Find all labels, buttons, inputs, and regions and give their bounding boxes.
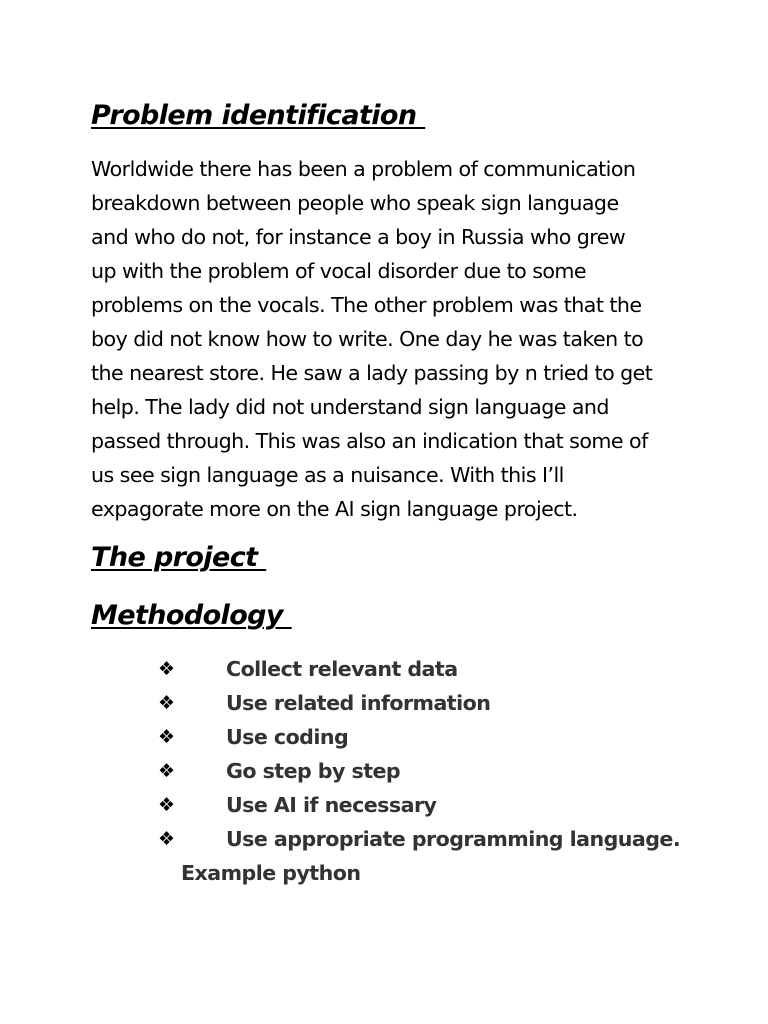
- list-item-text: Use coding: [226, 725, 349, 749]
- list-item: [0, 720, 768, 754]
- paragraph-line: the nearest store. He saw a lady passing by n tried to get: [91, 361, 653, 385]
- paragraph-line: Worldwide there has been a problem of communication: [91, 157, 636, 181]
- diamond-bullet-icon: ❖: [158, 658, 176, 680]
- paragraph-line: and who do not, for instance a boy in Russia who grew: [91, 225, 626, 249]
- list-item-text: Use related information: [226, 691, 491, 715]
- list-item: [0, 652, 768, 686]
- paragraph-line: up with the problem of vocal disorder due to some: [91, 259, 587, 283]
- diamond-bullet-icon: ❖: [158, 692, 176, 714]
- problem-paragraph: [91, 152, 691, 526]
- diamond-bullet-icon: ❖: [158, 760, 176, 782]
- list-item-text: Use appropriate programming language.: [226, 827, 681, 851]
- list-item: [0, 754, 768, 788]
- paragraph-line: passed through. This was also an indication that some of: [91, 429, 648, 453]
- paragraph-line: us see sign language as a nuisance. With this I’ll: [91, 463, 564, 487]
- list-item-text: Collect relevant data: [226, 657, 458, 681]
- list-item: [0, 686, 768, 720]
- diamond-bullet-icon: ❖: [158, 794, 176, 816]
- paragraph-line: expagorate more on the AI sign language project.: [91, 497, 578, 521]
- paragraph-line: problems on the vocals. The other problem was that the: [91, 293, 642, 317]
- paragraph-line: boy did not know how to write. One day he was taken to: [91, 327, 644, 351]
- diamond-bullet-icon: ❖: [158, 726, 176, 748]
- list-item: [0, 788, 768, 822]
- diamond-bullet-icon: ❖: [158, 828, 176, 850]
- methodology-heading: Methodology: [91, 600, 292, 631]
- list-item-text: Use AI if necessary: [226, 793, 437, 817]
- list-item-continuation: Example python: [181, 861, 361, 885]
- list-item: [0, 822, 768, 856]
- list-item-text: Go step by step: [226, 759, 401, 783]
- methodology-list: [0, 652, 768, 856]
- problem-identification-heading: Problem identification: [91, 100, 426, 131]
- the-project-heading: The project: [91, 542, 267, 573]
- paragraph-line: help. The lady did not understand sign language and: [91, 395, 609, 419]
- paragraph-line: breakdown between people who speak sign language: [91, 191, 619, 215]
